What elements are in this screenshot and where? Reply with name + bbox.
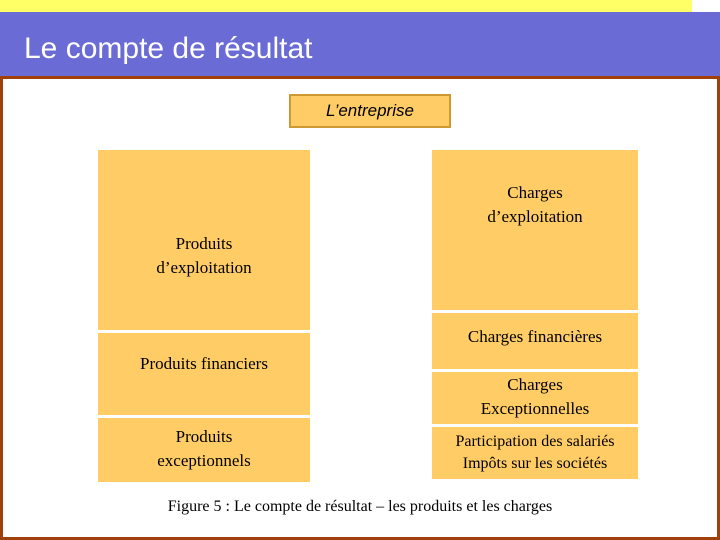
figure-caption: Figure 5 : Le compte de résultat – les produits et les charges [167, 498, 553, 515]
produits-financiers-label: Produits financiers [140, 354, 268, 373]
produits-exceptionnels-label: Produits exceptionnels [157, 427, 251, 470]
participation-impots-label: Participation des salariés Impôts sur les sociétés [455, 433, 615, 472]
produits-exploitation-label: Produits d’exploitation [156, 234, 252, 277]
charges-exceptionnelles-label: Charges Exceptionnelles [480, 375, 590, 418]
entreprise-label: L’entreprise [289, 94, 451, 128]
charges-exploitation-label: Charges d’exploitation [487, 183, 583, 226]
slide-header [0, 12, 720, 76]
charges-financieres-label: Charges financières [467, 327, 603, 346]
top-accent-strip [0, 0, 720, 12]
charges-exploitation-box [432, 150, 638, 310]
slide-title: Le compte de résultat [24, 32, 313, 65]
top-strip-gap [692, 0, 720, 12]
